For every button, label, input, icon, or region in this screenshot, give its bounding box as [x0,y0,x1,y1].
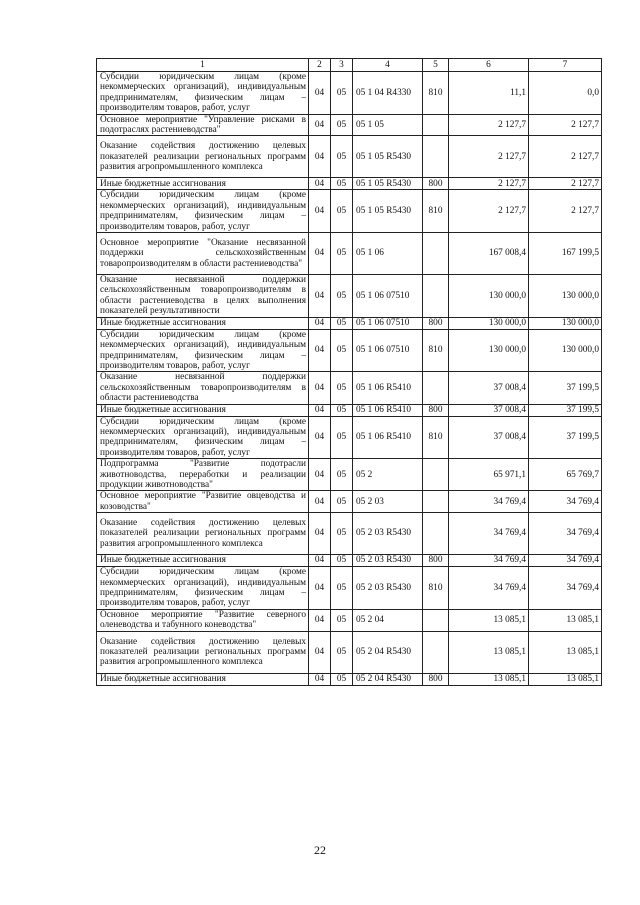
subsection-code-cell: 05 [331,631,353,673]
amount-year2-cell: 0,0 [529,72,602,115]
subsection-code-cell: 05 [331,567,353,610]
expense-type-cell: 800 [423,404,449,416]
section-code-cell: 04 [309,609,331,631]
expense-type-cell: 810 [423,416,449,459]
amount-year1-cell: 2 127,7 [449,136,529,178]
subsection-code-cell: 05 [331,190,353,233]
amount-year2-cell: 130 000,0 [529,317,602,329]
amount-year1-cell: 2 127,7 [449,190,529,233]
amount-year2-cell: 2 127,7 [529,178,602,190]
section-code-cell: 04 [309,329,331,372]
table-row [97,404,602,416]
row-name-text: Подпрограмма "Развитие подотрасли животноводства, переработки и реализации продукции животноводства" [100,459,306,490]
row-name-cell [97,275,309,318]
row-name-cell [97,317,309,329]
table-row [97,609,602,631]
target-article-cell: 05 2 [353,459,423,491]
row-name-cell [97,491,309,513]
section-code-cell: 04 [309,555,331,567]
row-name-text: Субсидии юридическим лицам (кроме некоммерческих организаций), индивидуальным предпринимателям, физическим лицам – производителям товаров, работ, услуг [100,416,306,458]
row-name-text: Основное мероприятие "Развитие овцеводства и козоводства" [100,491,306,512]
target-article-cell: 05 1 05 R5430 [353,190,423,233]
amount-year1-cell: 34 769,4 [449,555,529,567]
expense-type-cell: 810 [423,567,449,610]
row-name-cell [97,233,309,275]
table-header-row [97,59,602,72]
amount-year2-cell: 13 085,1 [529,631,602,673]
amount-year1-cell: 34 769,4 [449,513,529,555]
target-article-cell: 05 1 06 R5410 [353,416,423,459]
section-code-cell: 04 [309,72,331,115]
amount-year2-cell: 34 769,4 [529,491,602,513]
amount-year2-cell: 37 199,5 [529,372,602,404]
table-row [97,275,602,318]
row-name-cell [97,513,309,555]
row-name-cell [97,459,309,491]
subsection-code-cell: 05 [331,673,353,685]
section-code-cell: 04 [309,114,331,136]
target-article-cell: 05 1 06 07510 [353,317,423,329]
row-name-cell [97,190,309,233]
target-article-cell: 05 2 03 [353,491,423,513]
section-code-cell: 04 [309,459,331,491]
expense-type-cell: 800 [423,178,449,190]
table-row [97,178,602,190]
expense-type-cell: 800 [423,317,449,329]
expense-type-cell [423,372,449,404]
amount-year2-cell: 13 085,1 [529,673,602,685]
row-name-text: Иные бюджетные ассигнования [100,673,226,684]
table-row [97,72,602,115]
table-row [97,329,602,372]
amount-year1-cell: 37 008,4 [449,372,529,404]
amount-year1-cell: 2 127,7 [449,114,529,136]
subsection-code-cell: 05 [331,555,353,567]
section-code-cell: 04 [309,513,331,555]
table-row [97,631,602,673]
row-name-cell [97,329,309,372]
subsection-code-cell: 05 [331,372,353,404]
expense-type-cell: 800 [423,673,449,685]
row-name-cell [97,72,309,115]
section-code-cell: 04 [309,631,331,673]
expense-type-cell [423,491,449,513]
row-name-text: Оказание несвязанной поддержки сельскохозяйственным товаропроизводителям в области растениеводства в целях выполнения показателей результативности [100,275,306,317]
target-article-cell: 05 1 05 [353,114,423,136]
table-row [97,317,602,329]
table-row [97,233,602,275]
subsection-code-cell: 05 [331,317,353,329]
expense-type-cell [423,609,449,631]
target-article-cell: 05 1 06 07510 [353,329,423,372]
row-name-cell [97,416,309,459]
amount-year1-cell: 2 127,7 [449,178,529,190]
subsection-code-cell: 05 [331,136,353,178]
row-name-cell [97,609,309,631]
amount-year2-cell: 34 769,4 [529,555,602,567]
expense-type-cell: 800 [423,555,449,567]
subsection-code-cell: 05 [331,114,353,136]
expense-type-cell [423,459,449,491]
row-name-cell [97,114,309,136]
section-code-cell: 04 [309,567,331,610]
row-name-cell [97,178,309,190]
target-article-cell: 05 1 05 R5430 [353,136,423,178]
table-row [97,459,602,491]
table-row [97,513,602,555]
table-row [97,136,602,178]
row-name-text: Оказание несвязанной поддержки сельскохозяйственным товаропроизводителям в области растениеводства [100,372,306,404]
target-article-cell: 05 1 04 R4330 [353,72,423,115]
amount-year2-cell: 130 000,0 [529,329,602,372]
expense-type-cell [423,631,449,673]
row-name-text: Субсидии юридическим лицам (кроме некоммерческих организаций), индивидуальным предпринимателям, физическим лицам – производителям товаров, работ, услуг [100,72,306,114]
amount-year1-cell: 130 000,0 [449,329,529,372]
amount-year1-cell: 34 769,4 [449,567,529,610]
amount-year1-cell: 13 085,1 [449,673,529,685]
section-code-cell: 04 [309,178,331,190]
amount-year2-cell: 37 199,5 [529,404,602,416]
table-row [97,555,602,567]
amount-year2-cell: 2 127,7 [529,136,602,178]
row-name-text: Основное мероприятие "Развитие северного оленеводства и табунного коневодства" [100,609,306,631]
expense-type-cell [423,275,449,318]
section-code-cell: 04 [309,491,331,513]
row-name-text: Субсидии юридическим лицам (кроме некоммерческих организаций), индивидуальным предпринимателям, физическим лицам – производителям товаров, работ, услуг [100,190,306,232]
expense-type-cell [423,136,449,178]
subsection-code-cell: 05 [331,329,353,372]
row-name-text: Оказание содействия достижению целевых показателей реализации региональных программ развития агропромышленного комплекса [100,141,306,173]
row-name-text: Иные бюджетные ассигнования [100,404,226,415]
section-code-cell: 04 [309,317,331,329]
target-article-cell: 05 1 06 07510 [353,275,423,318]
section-code-cell: 04 [309,136,331,178]
header-cell: 4 [353,59,423,72]
amount-year2-cell: 37 199,5 [529,416,602,459]
subsection-code-cell: 05 [331,233,353,275]
row-name-cell [97,372,309,404]
amount-year2-cell: 34 769,4 [529,513,602,555]
row-name-text: Иные бюджетные ассигнования [100,555,226,566]
header-cell: 1 [97,59,309,72]
section-code-cell: 04 [309,190,331,233]
amount-year1-cell: 11,1 [449,72,529,115]
table-row [97,190,602,233]
header-cell: 5 [423,59,449,72]
section-code-cell: 04 [309,275,331,318]
amount-year1-cell: 130 000,0 [449,317,529,329]
header-cell: 7 [529,59,602,72]
header-cell: 3 [331,59,353,72]
amount-year2-cell: 13 085,1 [529,609,602,631]
subsection-code-cell: 05 [331,609,353,631]
amount-year2-cell: 65 769,7 [529,459,602,491]
subsection-code-cell: 05 [331,72,353,115]
amount-year1-cell: 13 085,1 [449,631,529,673]
target-article-cell: 05 2 04 [353,609,423,631]
subsection-code-cell: 05 [331,404,353,416]
row-name-text: Иные бюджетные ассигнования [100,178,226,189]
table-body [97,72,602,686]
amount-year1-cell: 37 008,4 [449,416,529,459]
table-row [97,416,602,459]
page-number: 22 [314,843,326,857]
row-name-cell [97,673,309,685]
section-code-cell: 04 [309,404,331,416]
amount-year2-cell: 34 769,4 [529,567,602,610]
row-name-text: Субсидии юридическим лицам (кроме некоммерческих организаций), индивидуальным предпринимателям, физическим лицам – производителям товаров, работ, услуг [100,329,306,371]
section-code-cell: 04 [309,673,331,685]
table-row [97,372,602,404]
row-name-text: Оказание содействия достижению целевых показателей реализации региональных программ развития агропромышленного комплекса [100,636,306,668]
amount-year1-cell: 37 008,4 [449,404,529,416]
row-name-text: Основное мероприятие "Управление рисками в подотраслях растениеводства" [100,114,306,136]
target-article-cell: 05 2 04 R5430 [353,631,423,673]
expense-type-cell: 810 [423,329,449,372]
section-code-cell: 04 [309,372,331,404]
expense-type-cell [423,114,449,136]
row-name-text: Основное мероприятие "Оказание несвязанной поддержки сельскохозяйственным товаропроизводителям в области растениеводства" [100,237,306,269]
subsection-code-cell: 05 [331,513,353,555]
target-article-cell: 05 1 06 R5410 [353,372,423,404]
row-name-cell [97,567,309,610]
target-article-cell: 05 1 05 R5430 [353,178,423,190]
table-row [97,114,602,136]
row-name-text: Оказание содействия достижению целевых показателей реализации региональных программ развития агропромышленного комплекса [100,518,306,549]
amount-year2-cell: 130 000,0 [529,275,602,318]
section-code-cell: 04 [309,416,331,459]
subsection-code-cell: 05 [331,491,353,513]
row-name-cell [97,404,309,416]
amount-year2-cell: 167 199,5 [529,233,602,275]
row-name-cell [97,631,309,673]
header-cell: 6 [449,59,529,72]
target-article-cell: 05 2 04 R5430 [353,673,423,685]
expense-type-cell [423,233,449,275]
table-row [97,491,602,513]
target-article-cell: 05 2 03 R5430 [353,567,423,610]
target-article-cell: 05 1 06 [353,233,423,275]
table-row [97,673,602,685]
expense-type-cell [423,513,449,555]
row-name-cell [97,555,309,567]
row-name-text: Иные бюджетные ассигнования [100,317,226,328]
section-code-cell: 04 [309,233,331,275]
subsection-code-cell: 05 [331,178,353,190]
amount-year1-cell: 130 000,0 [449,275,529,318]
table-row [97,567,602,610]
amount-year1-cell: 34 769,4 [449,491,529,513]
amount-year1-cell: 65 971,1 [449,459,529,491]
row-name-cell [97,136,309,178]
target-article-cell: 05 2 03 R5430 [353,513,423,555]
budget-table [96,58,602,686]
target-article-cell: 05 2 03 R5430 [353,555,423,567]
amount-year1-cell: 13 085,1 [449,609,529,631]
amount-year1-cell: 167 008,4 [449,233,529,275]
amount-year2-cell: 2 127,7 [529,114,602,136]
amount-year2-cell: 2 127,7 [529,190,602,233]
expense-type-cell: 810 [423,72,449,115]
target-article-cell: 05 1 06 R5410 [353,404,423,416]
subsection-code-cell: 05 [331,275,353,318]
expense-type-cell: 810 [423,190,449,233]
subsection-code-cell: 05 [331,459,353,491]
header-cell: 2 [309,59,331,72]
row-name-text: Субсидии юридическим лицам (кроме некоммерческих организаций), индивидуальным предпринимателям, физическим лицам – производителям товаров, работ, услуг [100,567,306,609]
subsection-code-cell: 05 [331,416,353,459]
